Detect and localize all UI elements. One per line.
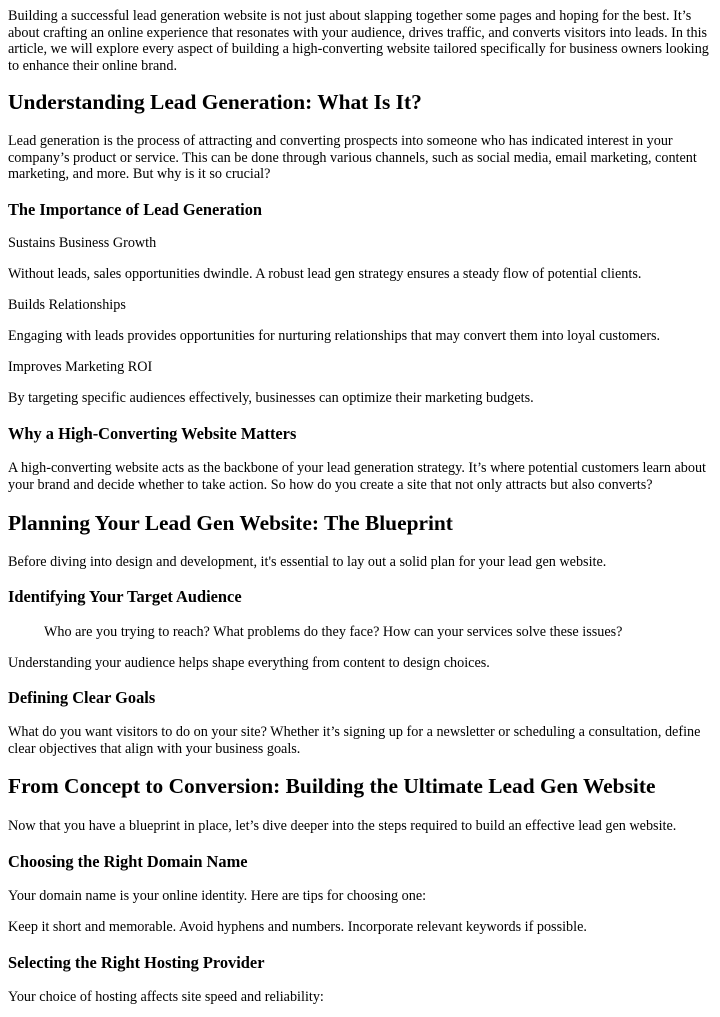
- paragraph-planning: Before diving into design and development, it's essential to lay out a solid plan for your lead gen website.: [8, 554, 607, 570]
- item1-title: Sustains Business Growth: [8, 235, 157, 251]
- blockquote-audience: Who are you trying to reach? What problems do they face? How can your services solve these issues?: [44, 624, 623, 640]
- heading-concept: From Concept to Conversion: Building the Ultimate Lead Gen Website: [8, 774, 656, 798]
- item3-text: By targeting specific audiences effectively, businesses can optimize their marketing budgets.: [8, 390, 534, 406]
- paragraph-why: A high-converting website acts as the backbone of your lead generation strategy. It’s where potential customers learn about your brand and decide whether to take action. So how do you create a site that not only attracts but also converts?: [8, 460, 706, 493]
- heading-planning: Planning Your Lead Gen Website: The Blueprint: [8, 511, 453, 535]
- heading-audience: Identifying Your Target Audience: [8, 587, 242, 606]
- paragraph-audience: Understanding your audience helps shape everything from content to design choices.: [8, 655, 490, 671]
- item3-title: Improves Marketing ROI: [8, 359, 153, 375]
- heading-hosting: Selecting the Right Hosting Provider: [8, 953, 265, 972]
- heading-domain: Choosing the Right Domain Name: [8, 852, 248, 871]
- heading-importance: The Importance of Lead Generation: [8, 200, 263, 219]
- item2-text: Engaging with leads provides opportunities for nurturing relationships that may convert them into loyal customers.: [8, 328, 661, 344]
- paragraph-understanding: Lead generation is the process of attracting and converting prospects into someone who has indicated interest in your company’s product or service. This can be done through various channels, such as social media, email marketing, content marketing, and more. But why is it so crucial?: [8, 133, 697, 183]
- paragraph-goals: What do you want visitors to do on your site? Whether it’s signing up for a newsletter or scheduling a consultation, define clear objectives that align with your business goals.: [8, 724, 701, 757]
- item2-title: Builds Relationships: [8, 297, 126, 313]
- intro-paragraph: Building a successful lead generation website is not just about slapping together some pages and hoping for the best. It’s about crafting an online experience that resonates with your audience, drives traffic, and converts visitors into leads. In this article, we will explore every aspect of building a high-converting website tailored specifically for business owners looking to enhance their online brand.: [8, 8, 709, 74]
- item1-text: Without leads, sales opportunities dwindle. A robust lead gen strategy ensures a steady flow of potential clients.: [8, 266, 642, 282]
- paragraph-concept: Now that you have a blueprint in place, let’s dive deeper into the steps required to build an effective lead gen website.: [8, 818, 677, 834]
- paragraph-domain: Your domain name is your online identity. Here are tips for choosing one:: [8, 888, 427, 904]
- heading-goals: Defining Clear Goals: [8, 688, 156, 707]
- heading-understanding: Understanding Lead Generation: What Is It?: [8, 90, 422, 114]
- heading-why: Why a High-Converting Website Matters: [8, 424, 297, 443]
- paragraph-hosting: Your choice of hosting affects site speed and reliability:: [8, 989, 324, 1005]
- paragraph-domain-tips: Keep it short and memorable. Avoid hyphens and numbers. Incorporate relevant keywords if possible.: [8, 919, 587, 935]
